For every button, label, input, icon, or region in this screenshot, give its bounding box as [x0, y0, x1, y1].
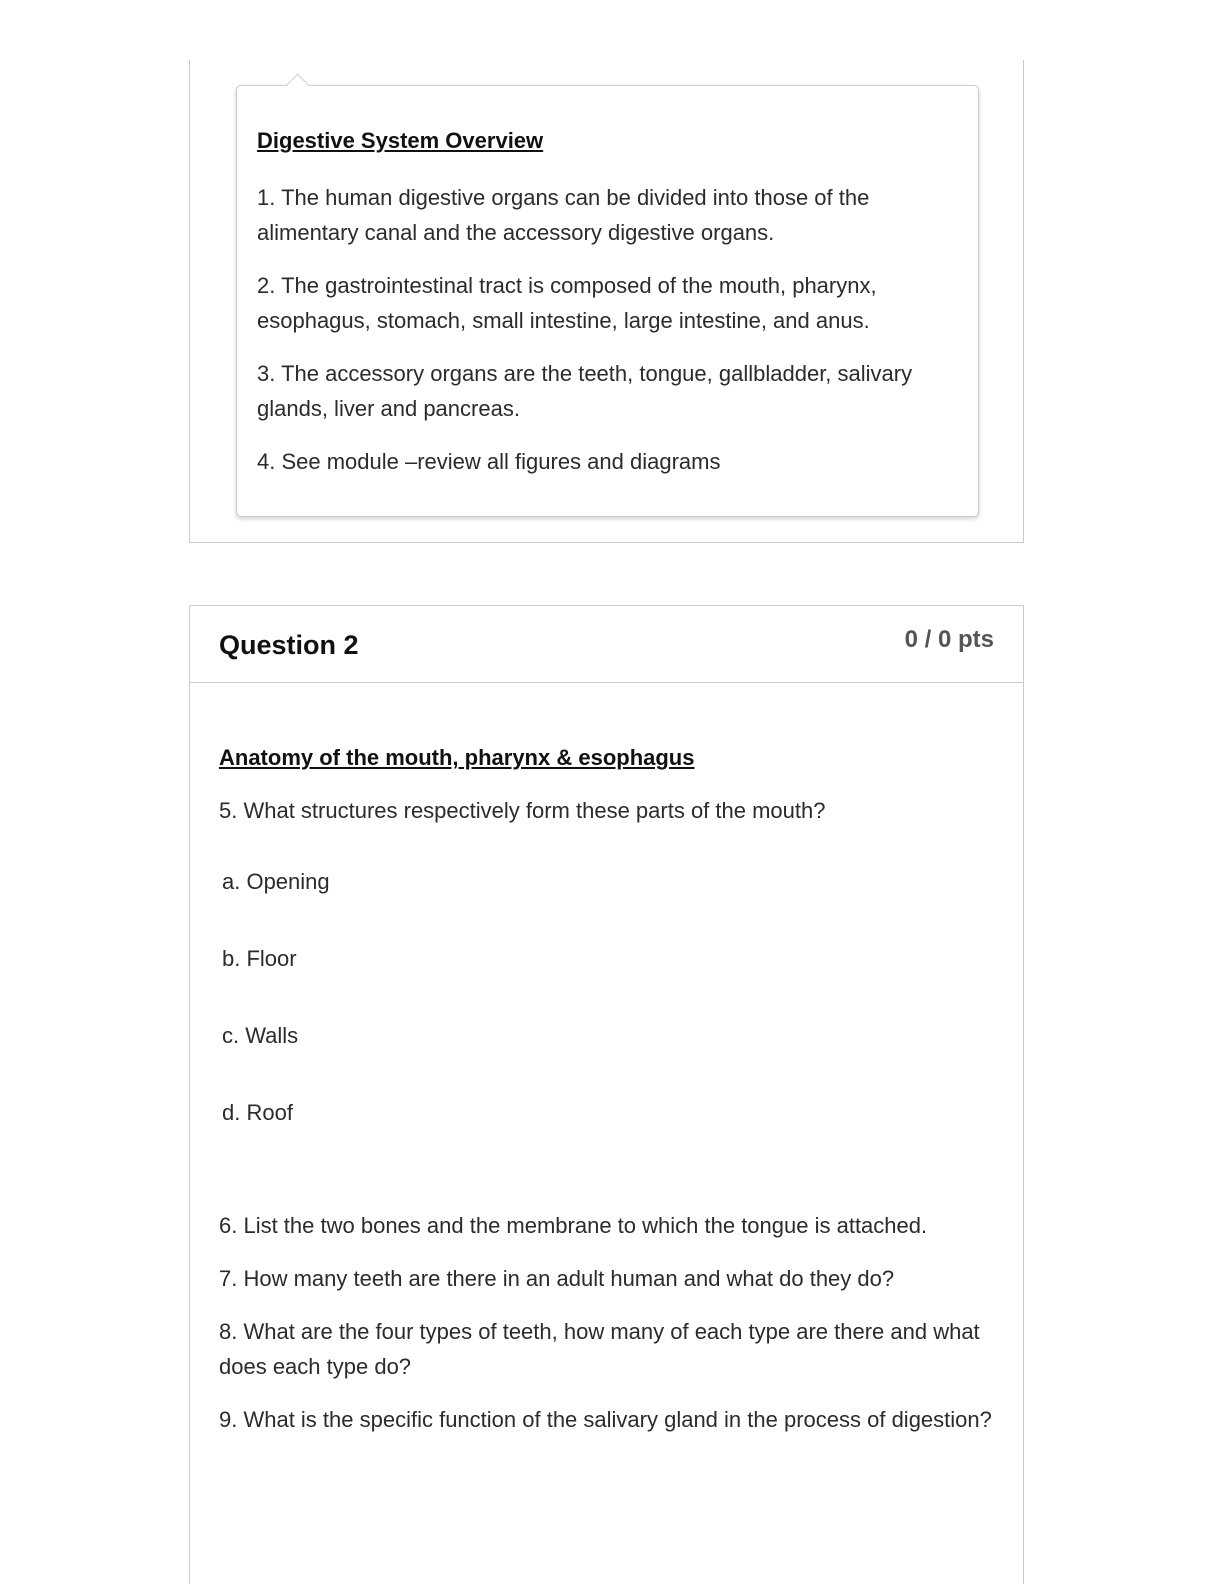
question-title: Question 2	[219, 630, 359, 660]
overview-list	[257, 180, 938, 479]
question-item: 8. What are the four types of teeth, how many of each type are there and what does each type do?	[219, 1319, 980, 1379]
overview-popover	[236, 85, 979, 517]
question-body	[219, 743, 994, 1455]
sub-item-opening: a. Opening	[222, 869, 330, 894]
question-points: 0 / 0 pts	[904, 626, 994, 653]
question-1-panel	[189, 60, 1024, 543]
overview-content	[257, 126, 938, 497]
overview-item: 2. The gastrointestinal tract is composed of the mouth, pharynx, esophagus, stomach, small intestine, large intestine, and anus.	[257, 273, 877, 333]
popover-arrow	[285, 73, 309, 97]
sub-item-walls: c. Walls	[222, 1023, 299, 1048]
overview-item: 1. The human digestive organs can be divided into those of the alimentary canal and the accessory digestive organs.	[257, 185, 870, 245]
question-item: 6. List the two bones and the membrane to which the tongue is attached.	[219, 1213, 928, 1238]
question-2-panel	[189, 605, 1024, 1584]
question-prompt: 5. What structures respectively form these parts of the mouth?	[219, 798, 826, 823]
overview-item: 4. See module –review all figures and diagrams	[257, 449, 721, 474]
question-item: 7. How many teeth are there in an adult human and what do they do?	[219, 1266, 895, 1291]
sub-item-floor: b. Floor	[222, 946, 297, 971]
question-item: 9. What is the specific function of the salivary gland in the process of digestion?	[219, 1407, 992, 1432]
overview-title: Digestive System Overview	[257, 128, 544, 153]
overview-item: 3. The accessory organs are the teeth, tongue, gallbladder, salivary glands, liver and pancreas.	[257, 361, 913, 421]
question-header	[190, 606, 1023, 683]
sub-item-roof: d. Roof	[222, 1100, 293, 1125]
section-title: Anatomy of the mouth, pharynx & esophagus	[219, 745, 695, 770]
